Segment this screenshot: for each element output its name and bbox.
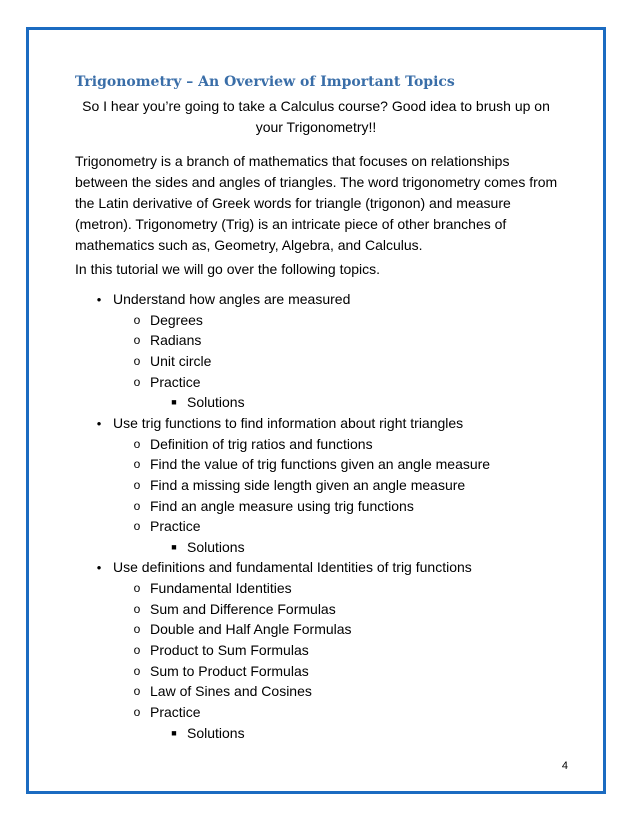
bullet-level-2-icon: o [133,622,141,637]
list-item-text: Understand how angles are measured [113,291,351,307]
list-item-text: Use definitions and fundamental Identities of trig functions [113,559,472,576]
list-item-text: Fundamental Identities [150,580,292,597]
list-item-text: Use trig functions to find information about right triangles [113,414,464,431]
bullet-level-2-icon: o [133,353,141,368]
bullet-level-1-icon: • [96,292,102,307]
list-item-text: Find the value of trig functions given an angle measure [150,456,491,473]
bullet-level-2-icon: o [133,519,141,534]
list-item [0,516,638,537]
list-item-text: Radians [150,332,202,349]
bullet-level-1-icon: • [96,560,102,576]
list-item-text: Double and Half Angle Formulas [150,621,352,638]
page-number: 4 [561,760,568,772]
list-item-text: Sum and Difference Formulas [150,600,336,617]
list-item-text: Definition of trig ratios and functions [150,435,373,452]
list-item-text: Find a missing side length given an angle measure [150,476,466,493]
bullet-level-2-icon: o [133,601,141,616]
list-item [0,289,638,310]
bullet-level-2-icon: o [133,477,141,492]
list-item-text: Solutions [187,724,245,741]
bullet-level-2-icon: o [133,643,141,658]
list-item [0,310,638,331]
bullet-level-2-icon: o [133,705,141,719]
list-item-text: Sum to Product Formulas [150,662,309,679]
bullet-level-2-icon: o [133,374,141,389]
bullet-level-2-icon: o [133,436,141,451]
list-item [0,578,638,599]
list-item [0,434,638,455]
list-item [0,372,638,393]
bullet-level-2-icon: o [133,457,141,472]
list-item [0,640,638,661]
list-item [0,330,638,351]
list-item [0,619,638,640]
list-item [0,392,638,413]
list-item-text: Practice [150,704,201,720]
intro-text: So I hear you’re going to take a Calculus course? Good idea to brush up on your Trigonometry!! [82,98,550,135]
list-item [0,454,638,475]
paragraph-definition: Trigonometry is a branch of mathematics that focuses on relationships between the sides and angles of triangles. The word trigonometry comes from the Latin derivative of Greek words for triangle (trigonon) and measure (metron). Trigonometry (Trig) is an intricate piece of other branches of mathematics such as, Geometry, Algebra, and Calculus. [75,153,558,253]
bullet-level-2-icon: o [133,498,141,513]
list-item [0,413,638,434]
list-item-text: Product to Sum Formulas [150,642,309,659]
list-item-text: Practice [150,518,201,535]
bullet-level-3-icon: ■ [171,541,177,552]
list-item-text: Find an angle measure using trig functions [150,497,414,514]
bullet-level-2-icon: o [133,312,141,327]
bullet-level-3-icon: ■ [171,727,177,738]
list-item-text: Solutions [187,394,245,411]
list-item-text: Degrees [150,311,203,328]
paragraph-topics-intro: In this tutorial we will go over the following topics. [75,261,381,277]
list-item [0,537,638,558]
bullet-level-3-icon: ■ [171,397,177,408]
list-item-text: Solutions [187,538,245,555]
bullet-level-1-icon: • [96,415,102,431]
list-item [0,702,638,723]
document-title: Trigonometry – An Overview of Important Topics [75,74,455,90]
bullet-level-2-icon: o [133,663,141,678]
list-item [0,681,638,702]
list-item [0,475,638,496]
list-item [0,557,638,578]
list-item-text: Law of Sines and Cosines [150,683,312,700]
list-item-text: Unit circle [150,352,212,369]
list-item [0,496,638,517]
list-item [0,351,638,372]
bullet-level-2-icon: o [133,684,141,699]
list-item [0,723,638,744]
list-item [0,661,638,682]
bullet-level-2-icon: o [133,333,141,348]
list-item [0,599,638,620]
bullet-level-2-icon: o [133,581,141,596]
list-item-text: Practice [150,373,201,390]
